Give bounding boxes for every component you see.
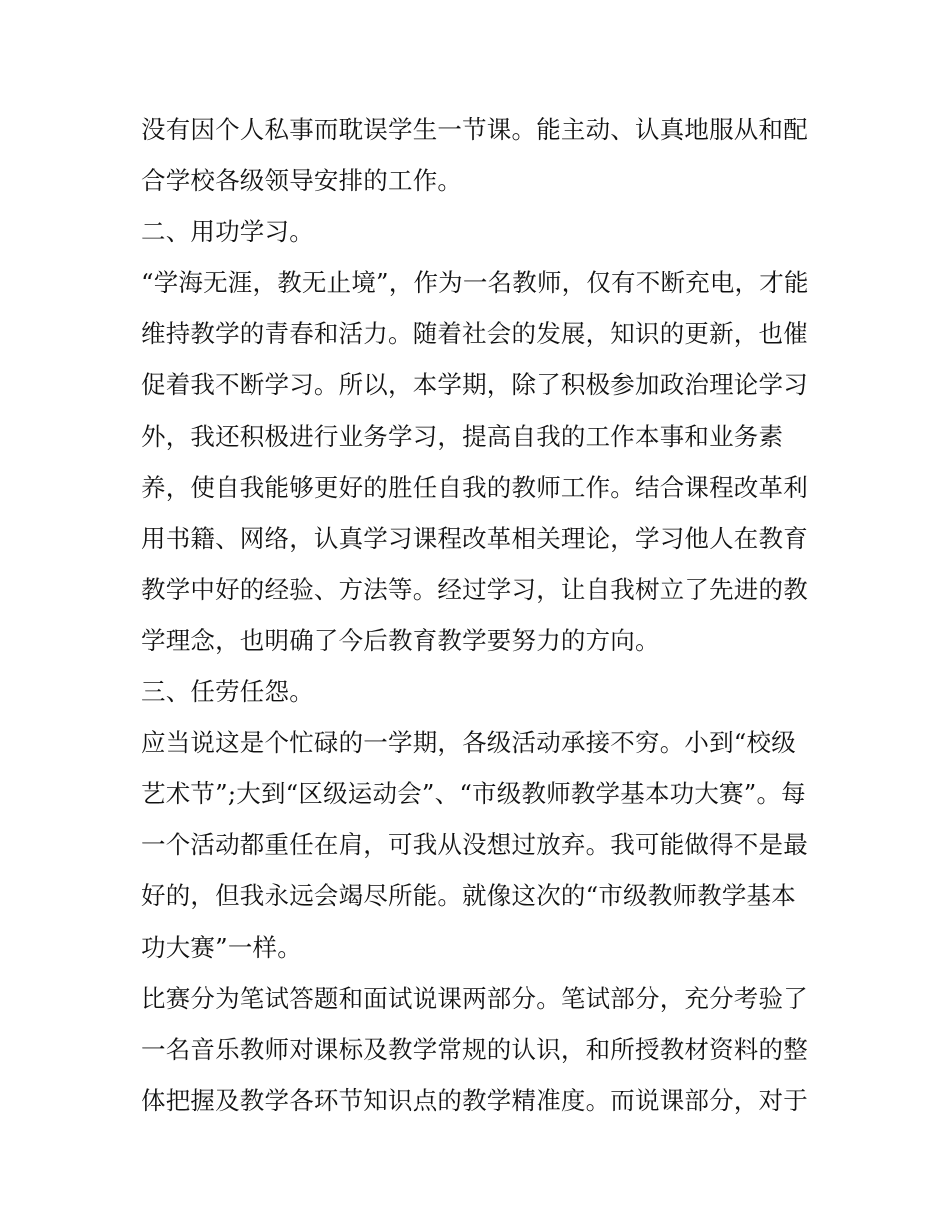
text-line: 好的，但我永远会竭尽所能。就像这次的“市级教师教学基本 [141, 881, 796, 911]
text-line: 用书籍、网络，认真学习课程改革相关理论，学习他人在教育 [141, 523, 808, 553]
body-text [141, 104, 831, 1126]
text-line: 应当说这是个忙碌的一学期，各级活动承接不穷。小到“校级 [141, 728, 796, 758]
text-line: 体把握及教学各环节知识点的教学精准度。而说课部分，对于 [141, 1085, 808, 1115]
text-line: 维持教学的青春和活力。随着社会的发展，知识的更新，也催 [141, 319, 808, 349]
text-line: 一个活动都重任在肩，可我从没想过放弃。我可能做得不是最 [141, 830, 808, 860]
text-line: 没有因个人私事而耽误学生一节课。能主动、认真地服从和配 [141, 115, 808, 144]
text-line: 养，使自我能够更好的胜任自我的教师工作。结合课程改革利 [141, 472, 808, 502]
section-heading: 三、任劳任怨。 [141, 677, 314, 707]
text-line: 外，我还积极进行业务学习，提高自我的工作本事和业务素 [141, 421, 784, 451]
text-line: 促着我不断学习。所以，本学期，除了积极参加政治理论学习 [141, 370, 808, 400]
text-line: “学海无涯，教无止境”，作为一名教师，仅有不断充电，才能 [141, 268, 809, 298]
text-line: 功大赛”一样。 [141, 932, 302, 962]
text-line: 比赛分为笔试答题和面试说课两部分。笔试部分，充分考验了 [141, 983, 808, 1013]
text-line: 合学校各级领导安排的工作。 [141, 166, 463, 196]
text-line: 艺术节”;大到“区级运动会”、“市级教师教学基本功大赛”。每 [141, 779, 806, 809]
text-line: 教学中好的经验、方法等。经过学习，让自我树立了先进的教 [141, 574, 808, 604]
section-heading: 二、用功学习。 [141, 217, 314, 247]
text-line: 学理念，也明确了今后教育教学要努力的方向。 [141, 625, 660, 655]
text-line: 一名音乐教师对课标及教学常规的认识，和所授教材资料的整 [141, 1034, 808, 1064]
